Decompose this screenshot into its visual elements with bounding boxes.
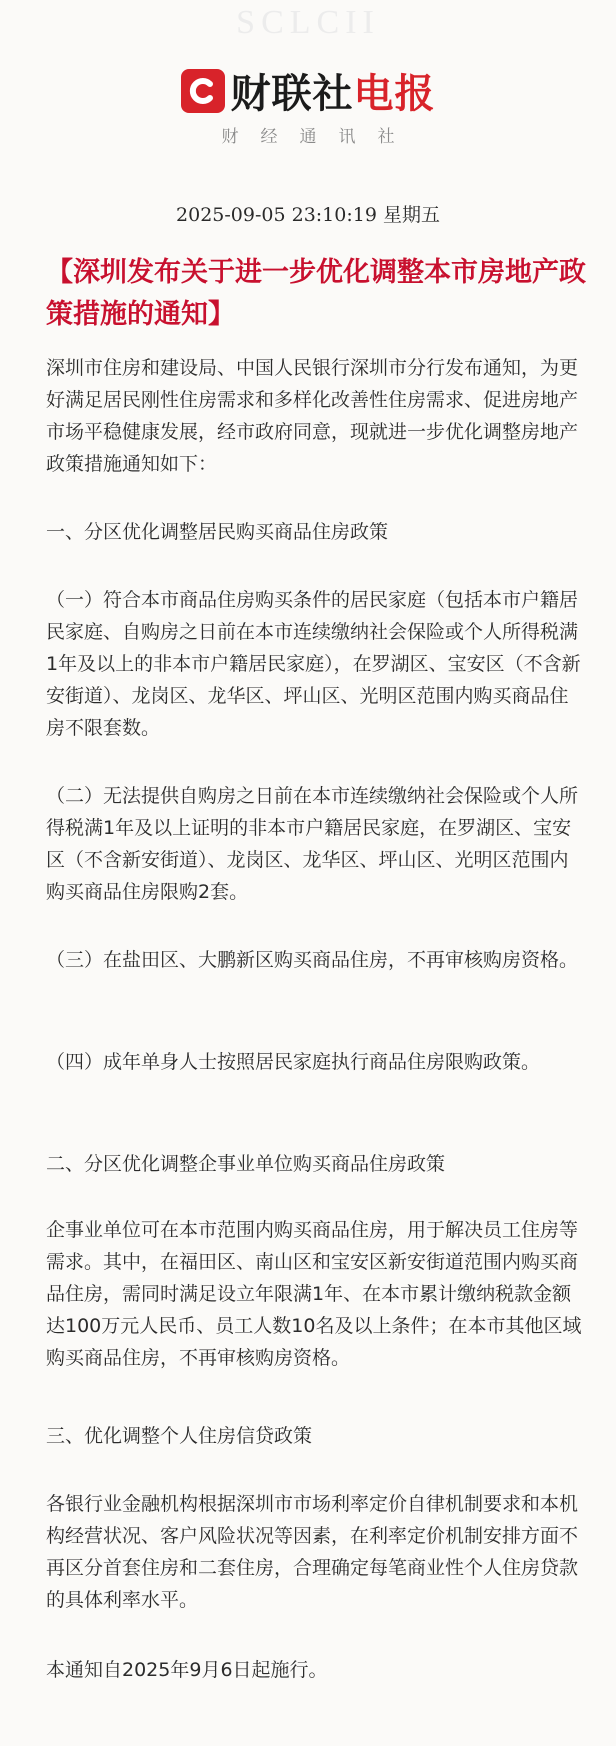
article-paragraph: （四）成年单身人士按照居民家庭执行商品住房限购政策。 <box>46 1051 541 1073</box>
watermark: SCLCII <box>236 4 380 41</box>
article-paragraph: （三）在盐田区、大鹏新区购买商品住房，不再审核购房资格。 <box>46 949 579 971</box>
masthead <box>0 62 616 119</box>
c-logo-icon <box>181 69 225 113</box>
article-title: 【深圳发布关于进一步优化调整本市房地产政策措施的通知】 <box>46 257 586 330</box>
section-heading: 一、分区优化调整居民购买商品住房政策 <box>46 521 389 543</box>
section-heading: 二、分区优化调整企事业单位购买商品住房政策 <box>46 1153 446 1175</box>
article-paragraph: 本通知自2025年9月6日起施行。 <box>46 1659 328 1681</box>
brand-slogan: 财经通讯社 <box>221 127 417 147</box>
publish-datetime: 2025-09-05 23:10:19 星期五 <box>176 204 440 226</box>
brand-name-main: 财联社 <box>230 71 354 117</box>
section-heading: 三、优化调整个人住房信贷政策 <box>46 1425 313 1447</box>
article-paragraph: 企事业单位可在本市范围内购买商品住房，用于解决员工住房等需求。其中，在福田区、南山区和宝安区新安街道范围内购买商品住房，需同时满足设立年限满1年、在本市累计缴纳税款金额达100万元人民币、员工人数10名及以上条件；在本市其他区域购买商品住房，不再审核购房资格。 <box>46 1219 582 1369</box>
brand-name <box>231 62 436 119</box>
article-paragraph: 各银行业金融机构根据深圳市市场利率定价自律机制要求和本机构经营状况、客户风险状况等因素，在利率定价机制安排方面不再区分首套住房和二套住房，合理确定每笔商业性个人住房贷款的具体利率水平。 <box>46 1493 579 1611</box>
article-paragraph: 深圳市住房和建设局、中国人民银行深圳市分行发布通知，为更好满足居民刚性住房需求和多样化改善性住房需求、促进房地产市场平稳健康发展，经市政府同意，现就进一步优化调整房地产政策措施通知如下： <box>46 357 579 475</box>
article-paragraph: （二）无法提供自购房之日前在本市连续缴纳社会保险或个人所得税满1年及以上证明的非本市户籍居民家庭，在罗湖区、宝安区（不含新安街道）、龙岗区、龙华区、坪山区、光明区范围内购买商品住房限购2套。 <box>46 785 579 903</box>
brand-name-accent: 电报 <box>353 71 436 117</box>
article-paragraph: （一）符合本市商品住房购买条件的居民家庭（包括本市户籍居民家庭、自购房之日前在本市连续缴纳社会保险或个人所得税满1年及以上的非本市户籍居民家庭），在罗湖区、宝安区（不含新安街道）、龙岗区、龙华区、坪山区、光明区范围内购买商品住房不限套数。 <box>46 589 581 739</box>
